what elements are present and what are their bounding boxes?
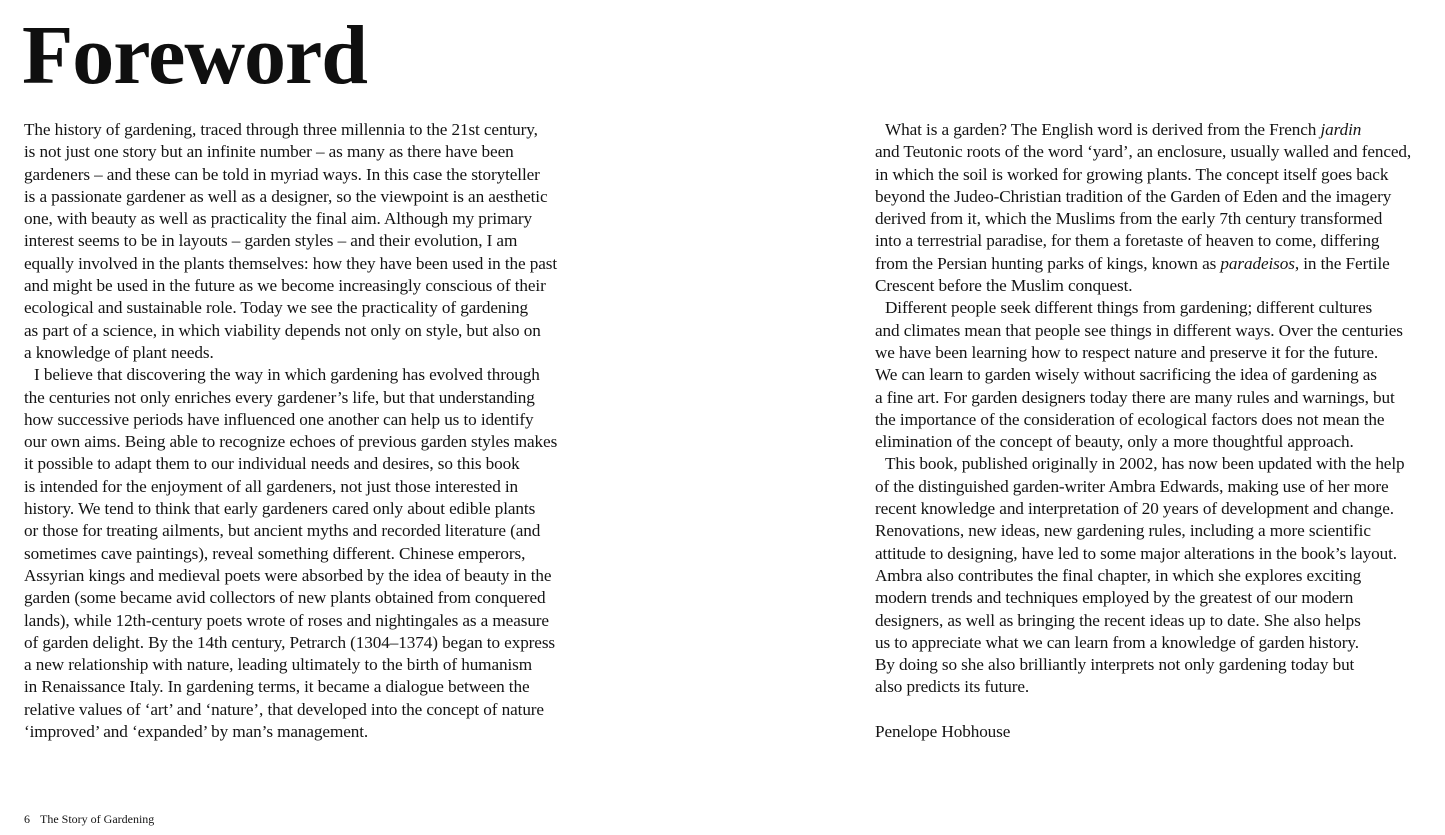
italic-term: jardin — [1320, 120, 1362, 139]
spacer — [875, 699, 1435, 721]
text-line: also predicts its future. — [875, 677, 1030, 697]
text-line: our own aims. Being able to recognize echoes of previous garden styles makes — [24, 432, 558, 452]
text-line: of garden delight. By the 14th century, Petrarch (1304–1374) began to express — [24, 632, 556, 652]
text-line: Ambra also contributes the final chapter, in which she explores exciting — [875, 565, 1362, 585]
text-line: ‘improved’ and ‘expanded’ by man’s management. — [24, 722, 369, 742]
text-segment: What is a garden? The English word is derived from the French — [885, 120, 1321, 139]
text-line: a knowledge of plant needs. — [24, 342, 214, 362]
text-line: in Renaissance Italy. In gardening terms, it became a dialogue between the — [24, 677, 530, 697]
text-line — [875, 119, 1435, 141]
text-line: us to appreciate what we can learn from a knowledge of garden history. — [875, 632, 1359, 652]
text-line: it possible to adapt them to our individual needs and desires, so this book — [24, 454, 520, 474]
text-line: of the distinguished garden-writer Ambra Edwards, making use of her more — [875, 476, 1389, 496]
text-line: equally involved in the plants themselves: how they have been used in the past — [24, 253, 558, 273]
text-line: is not just one story but an infinite number – as many as there have been — [24, 142, 514, 162]
text-line: a new relationship with nature, leading ultimately to the birth of humanism — [24, 655, 533, 675]
text-line: modern trends and techniques employed by the greatest of our modern — [875, 588, 1354, 608]
page-number: 6 — [24, 812, 30, 826]
text-line: garden (some became avid collectors of new plants obtained from conquered — [24, 588, 546, 608]
text-line: lands), while 12th-century poets wrote of roses and nightingales as a measure — [24, 610, 549, 630]
text-line: a fine art. For garden designers today there are many rules and warnings, but — [875, 387, 1395, 407]
text-line: beyond the Judeo-Christian tradition of the Garden of Eden and the imagery — [875, 186, 1392, 206]
text-line: By doing so she also brilliantly interprets not only gardening today but — [875, 655, 1355, 675]
text-line: derived from it, which the Muslims from the early 7th century transformed — [875, 209, 1383, 229]
text-line: This book, published originally in 2002, has now been updated with the help — [885, 454, 1405, 474]
text-segment: from the Persian hunting parks of kings, known as — [875, 253, 1221, 273]
text-line: elimination of the concept of beauty, only a more thoughtful approach. — [875, 432, 1354, 452]
text-line: in which the soil is worked for growing plants. The concept itself goes back — [875, 164, 1389, 184]
text-line: history. We tend to think that early gardeners cared only about edible plants — [24, 499, 536, 519]
text-line: The history of gardening, traced through three millennia to the 21st century, — [24, 120, 538, 139]
italic-term: paradeisos — [1220, 253, 1295, 273]
text-segment: , in the Fertile — [1294, 253, 1390, 273]
text-line: into a terrestrial paradise, for them a foretaste of heaven to come, differing — [875, 231, 1380, 251]
text-line: the importance of the consideration of ecological factors does not mean the — [875, 409, 1385, 429]
text-line: is a passionate gardener as well as a designer, so the viewpoint is an aesthetic — [24, 186, 548, 206]
running-title: The Story of Gardening — [40, 812, 155, 826]
text-line: We can learn to garden wisely without sacrificing the idea of gardening as — [875, 365, 1377, 385]
text-line: designers, as well as bringing the recent ideas up to date. She also helps — [875, 610, 1361, 630]
text-line — [875, 253, 1435, 275]
text-line: and climates mean that people see things in different ways. Over the centuries — [875, 320, 1403, 340]
text-line: I believe that discovering the way in which gardening has evolved through — [34, 365, 540, 385]
page-title: Foreword — [22, 9, 368, 102]
page-footer — [24, 811, 154, 827]
text-line: Assyrian kings and medieval poets were absorbed by the idea of beauty in the — [24, 565, 552, 585]
text-line: attitude to designing, have led to some major alterations in the book’s layout. — [875, 543, 1397, 563]
text-line: we have been learning how to respect nature and preserve it for the future. — [875, 342, 1379, 362]
text-line: is intended for the enjoyment of all gardeners, not just those interested in — [24, 476, 519, 496]
text-line: and Teutonic roots of the word ‘yard’, an enclosure, usually walled and fenced, — [875, 142, 1412, 162]
text-line: as part of a science, in which viability depends not only on style, but also on — [24, 320, 541, 340]
text-line: and might be used in the future as we become increasingly conscious of their — [24, 276, 546, 296]
text-line: Renovations, new ideas, new gardening rules, including a more scientific — [875, 521, 1371, 541]
text-line: interest seems to be in layouts – garden styles – and their evolution, I am — [24, 231, 518, 251]
author-signature: Penelope Hobhouse — [875, 722, 1011, 742]
text-line: gardeners – and these can be told in myriad ways. In this case the storyteller — [24, 164, 540, 184]
text-line: the centuries not only enriches every gardener’s life, but that understanding — [24, 387, 535, 407]
text-line: one, with beauty as well as practicality the final aim. Although my primary — [24, 209, 532, 229]
text-line: Different people seek different things from gardening; different cultures — [885, 298, 1373, 318]
text-line: Crescent before the Muslim conquest. — [875, 276, 1133, 296]
text-line: how successive periods have influenced one another can help us to identify — [24, 409, 534, 429]
text-line: relative values of ‘art’ and ‘nature’, that developed into the concept of nature — [24, 699, 544, 719]
right-column — [875, 119, 1435, 743]
text-line: ecological and sustainable role. Today we see the practicality of gardening — [24, 298, 529, 318]
left-column — [24, 119, 584, 743]
text-line: sometimes cave paintings), reveal something different. Chinese emperors, — [24, 543, 526, 563]
text-line: or those for treating ailments, but ancient myths and recorded literature (and — [24, 521, 541, 541]
text-line: recent knowledge and interpretation of 20 years of development and change. — [875, 499, 1395, 519]
